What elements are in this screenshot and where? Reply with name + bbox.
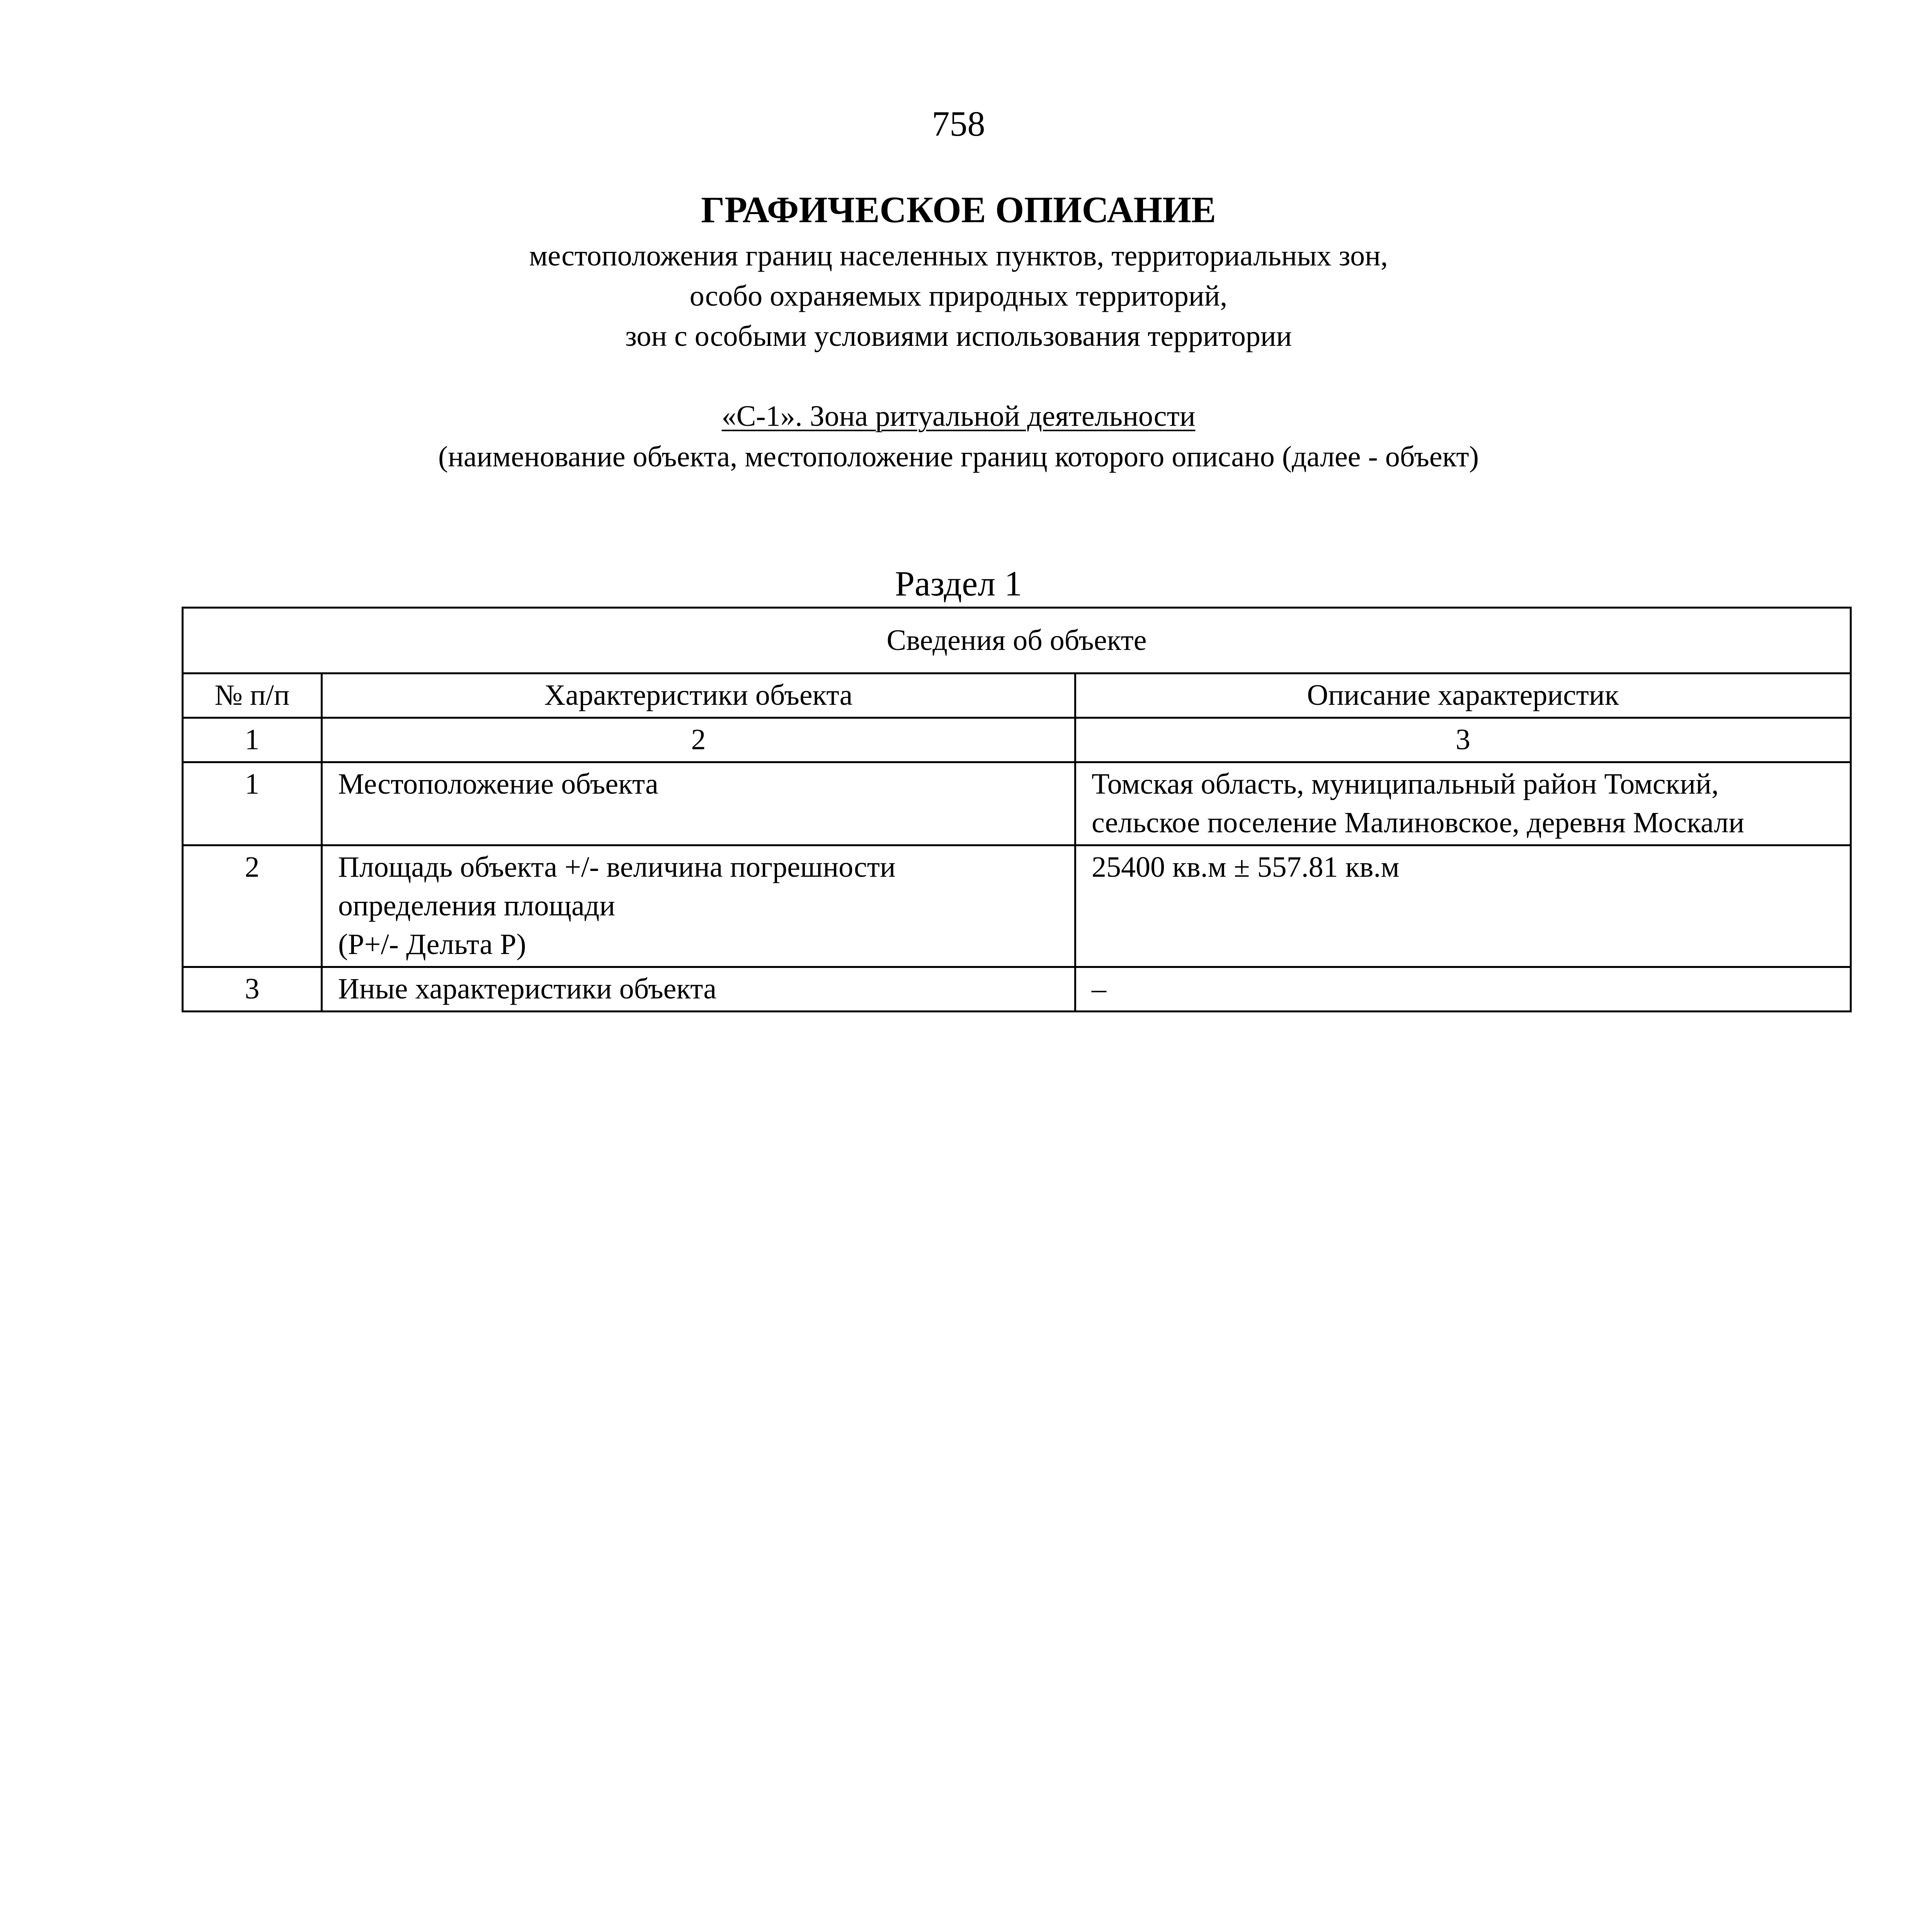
section-heading: Раздел 1 <box>895 564 1022 603</box>
cell-line: 25400 кв.м ± 557.81 кв.м <box>1092 851 1400 883</box>
row-number: 2 <box>183 845 322 967</box>
cell-line: Площадь объекта +/- величина погрешности <box>338 851 896 883</box>
cell-line: Иные характеристики объекта <box>338 973 717 1005</box>
cell-line: сельское поселение Малиновское, деревня Москали <box>1092 806 1744 839</box>
table-column-numbers-row <box>183 718 1851 762</box>
row-number: 3 <box>183 967 322 1012</box>
row-characteristic <box>322 967 1075 1012</box>
cell-line: определения площади <box>338 889 615 922</box>
header-characteristic: Характеристики объекта <box>322 673 1075 718</box>
object-name-text: «С-1». Зона ритуальной деятельности <box>721 400 1196 432</box>
object-name <box>0 396 1917 436</box>
table-row <box>183 967 1851 1012</box>
cell-line: Томская область, муниципальный район Томский, <box>1092 768 1719 800</box>
row-description <box>1075 762 1851 845</box>
header-number: № п/п <box>183 673 322 718</box>
header-description: Описание характеристик <box>1075 673 1851 718</box>
cell-line: – <box>1092 973 1106 1005</box>
row-characteristic <box>322 762 1075 845</box>
object-info-table <box>182 607 1852 1012</box>
subtitle-line: зон с особыми условиями использования территории <box>625 320 1292 352</box>
table-row <box>183 762 1851 845</box>
cell-line: Местоположение объекта <box>338 768 658 800</box>
document-title: ГРАФИЧЕСКОЕ ОПИСАНИЕ <box>701 189 1216 230</box>
column-number: 2 <box>322 718 1075 762</box>
document-subtitle <box>0 236 1917 356</box>
column-number: 1 <box>183 718 322 762</box>
object-caption: (наименование объекта, местоположение границ которого описано (далее - объект) <box>438 440 1479 473</box>
subtitle-line: особо охраняемых природных территорий, <box>689 280 1228 312</box>
row-characteristic <box>322 845 1075 967</box>
table-caption: Сведения об объекте <box>183 608 1851 673</box>
page-number: 758 <box>932 104 985 143</box>
subtitle-line: местоположения границ населенных пунктов, территориальных зон, <box>529 240 1388 272</box>
row-number: 1 <box>183 762 322 845</box>
table-row <box>183 845 1851 967</box>
column-number: 3 <box>1075 718 1851 762</box>
row-description <box>1075 845 1851 967</box>
row-description <box>1075 967 1851 1012</box>
table-header-row <box>183 673 1851 718</box>
cell-line: (P+/- Дельта P) <box>338 928 526 961</box>
table-caption-row <box>183 608 1851 673</box>
